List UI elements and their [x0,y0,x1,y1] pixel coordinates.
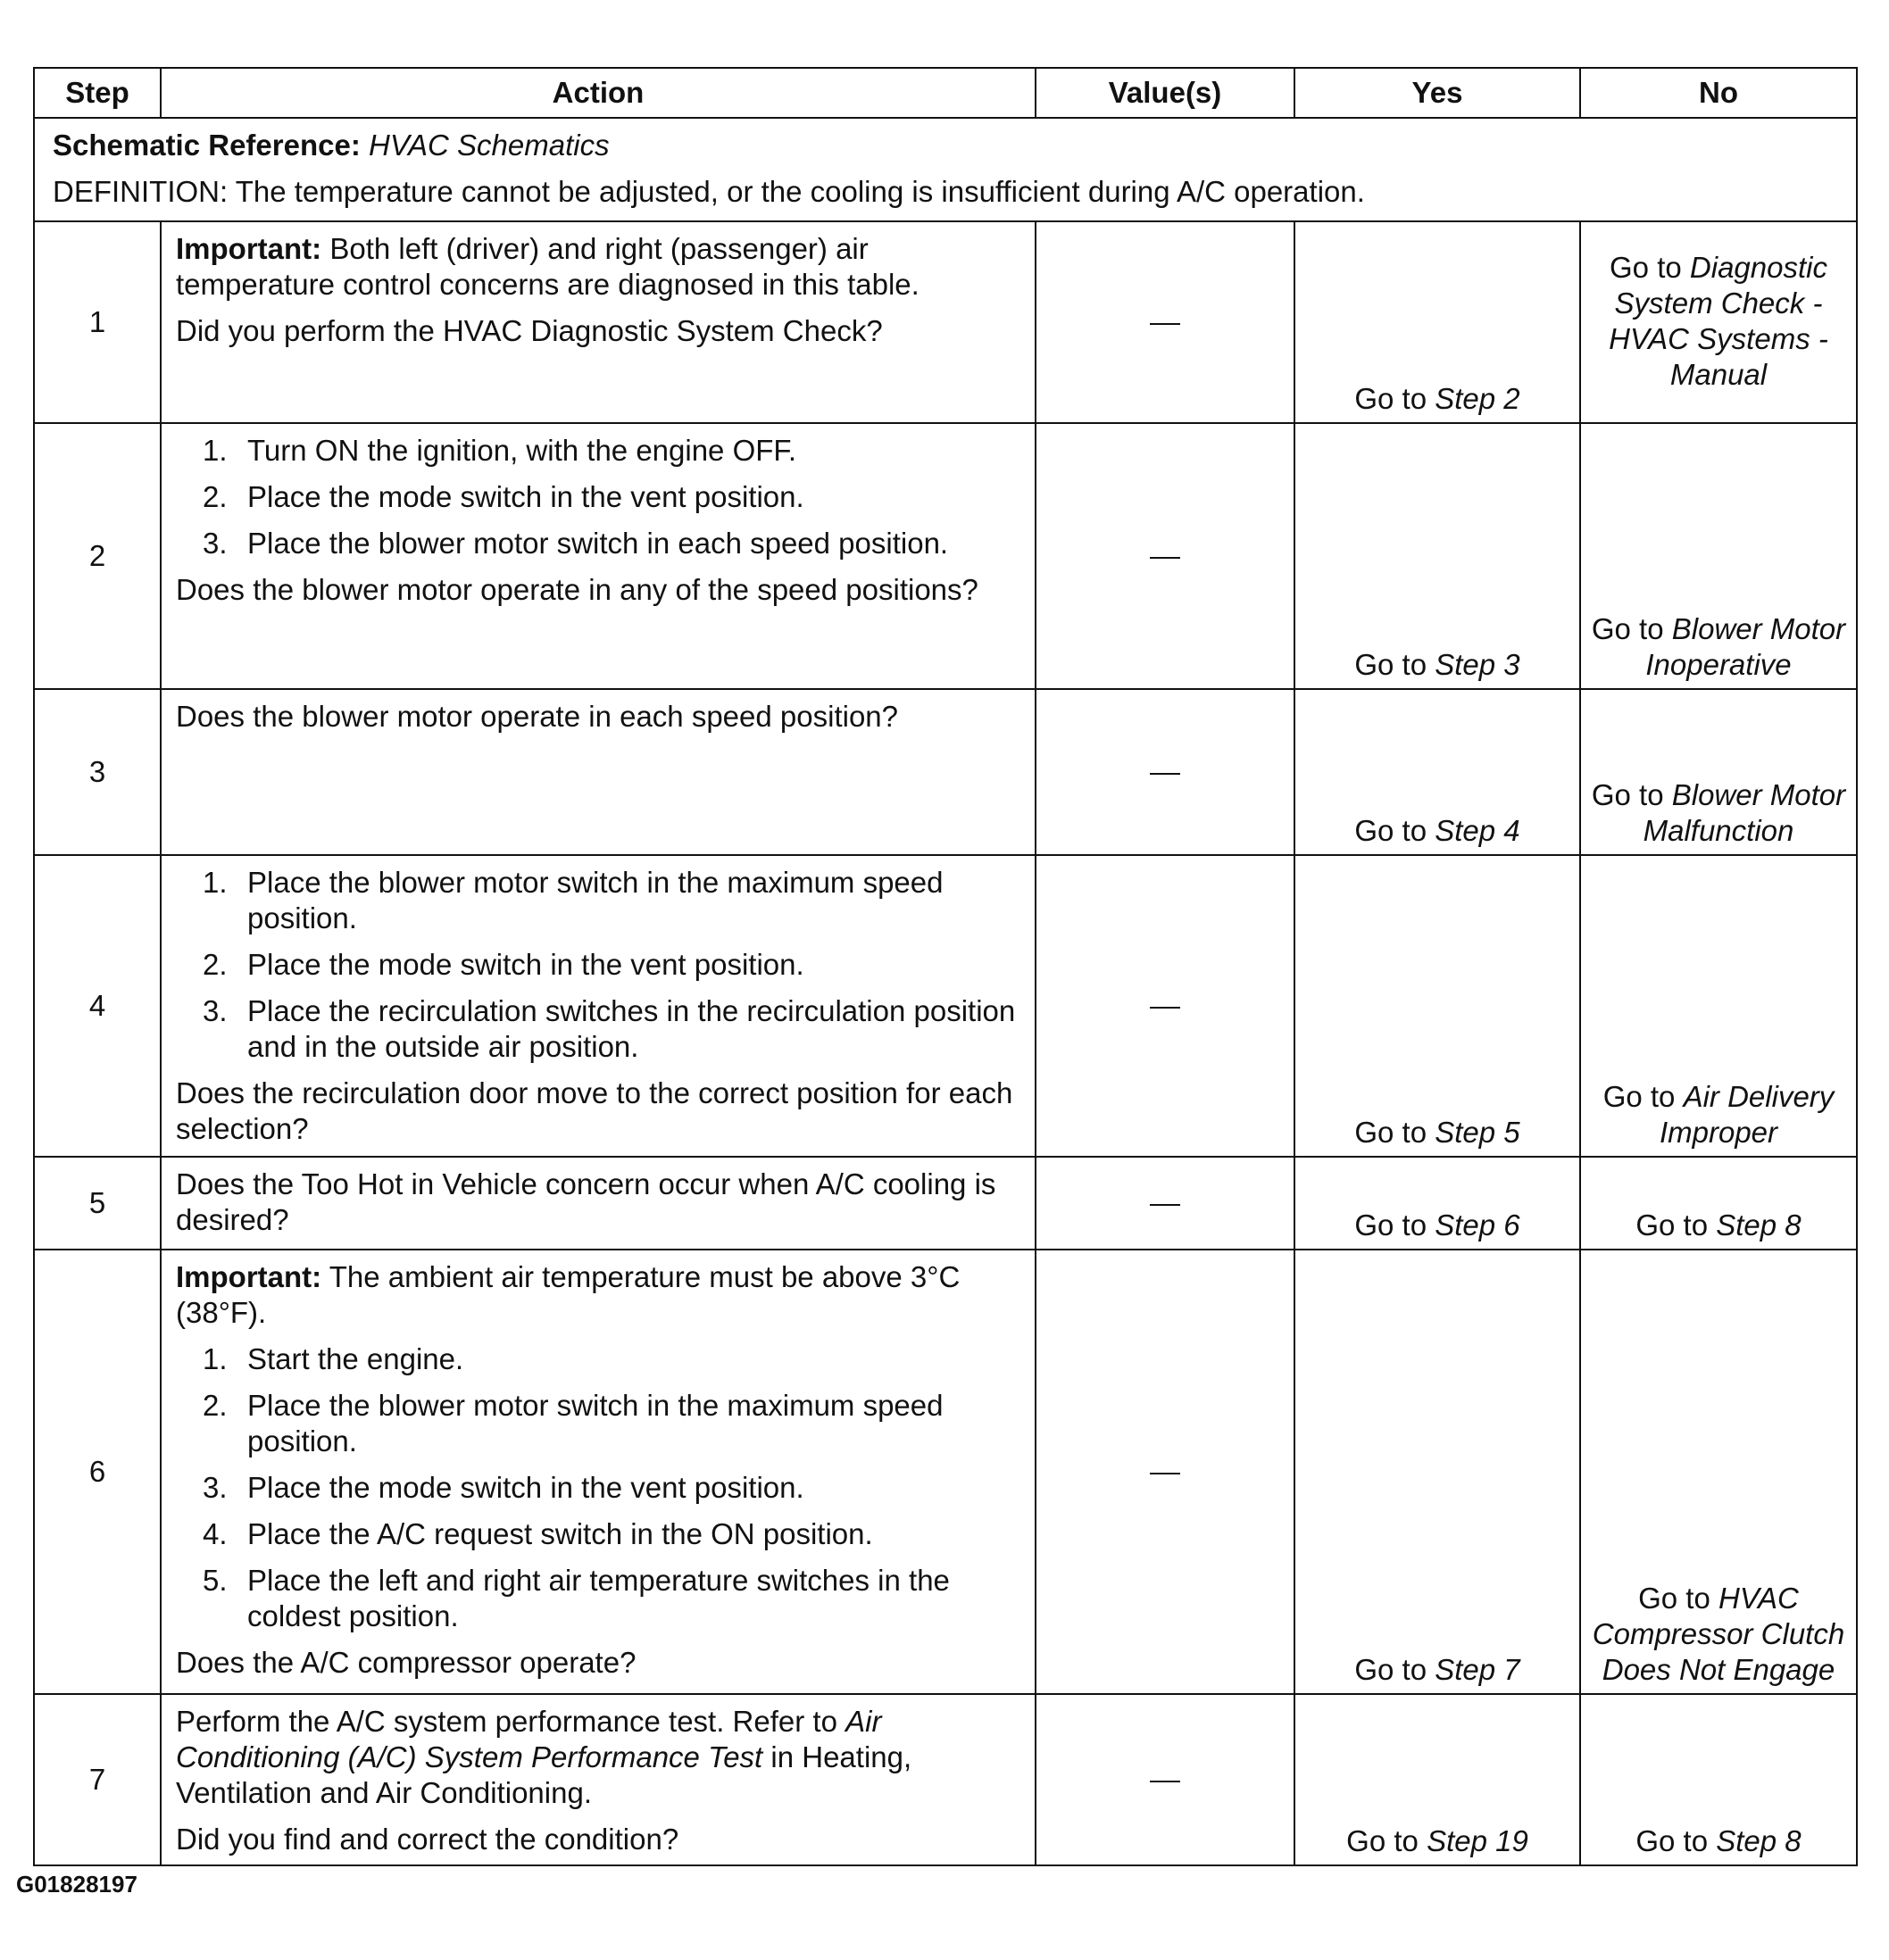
perform-text [176,1704,1020,1811]
yes-prefix: Go to [1354,814,1427,847]
list-item: 2. Place the mode switch in the vent position. [203,948,804,981]
list-item-text: Place the blower motor switch in the maximum speed position. [247,1389,944,1458]
value-cell [1036,855,1294,1157]
question-text: Does the A/C compressor operate? [176,1646,637,1679]
action-cell [161,1694,1036,1865]
yes-cell [1294,423,1580,689]
value-cell [1036,423,1294,689]
step-number: 7 [34,1694,161,1865]
step-number: 2 [34,423,161,689]
procedure-list [176,1341,1020,1634]
yes-prefix: Go to [1354,382,1427,415]
value-cell [1036,689,1294,855]
list-item: 2. Place the blower motor switch in the maximum speed position. [203,1389,944,1458]
question-text: Did you find and correct the condition? [176,1823,679,1856]
yes-cell [1294,855,1580,1157]
table-row [34,855,1857,1157]
header-values: Value(s) [1036,68,1294,118]
list-item-text: Place the mode switch in the vent position. [247,1471,804,1504]
yes-link[interactable]: Step 7 [1435,1653,1520,1686]
dash-mark [1150,773,1180,775]
list-item-text: Place the left and right air temperature switches in the coldest position. [247,1564,950,1632]
no-link[interactable]: Air Delivery Improper [1659,1080,1835,1149]
important-text: The ambient air temperature must be above 3°C (38°F). [176,1260,961,1329]
step-number: 1 [34,221,161,423]
table-row [34,1250,1857,1694]
yes-prefix: Go to [1354,1653,1427,1686]
list-item: 1. Turn ON the ignition, with the engine OFF. [203,434,797,467]
list-item-text: Place the mode switch in the vent position. [247,480,804,513]
action-cell [161,1157,1036,1250]
action-cell [161,855,1036,1157]
dash-mark [1150,323,1180,325]
procedure-list [176,433,1020,561]
no-prefix: Go to [1602,1080,1676,1113]
step-number: 4 [34,855,161,1157]
yes-link[interactable]: Step 3 [1435,648,1520,681]
dash-mark [1150,1204,1180,1206]
procedure-list [176,865,1020,1065]
important-text: Both left (driver) and right (passenger) air temperature control concerns are diagnosed in this table. [176,232,920,301]
no-prefix: Go to [1635,1208,1709,1242]
no-prefix: Go to [1638,1582,1710,1615]
diagnostic-table [33,67,1858,1866]
perform-suffix: in Heating, Ventilation and Air Conditioning. [176,1740,912,1809]
no-link[interactable]: Diagnostic System Check - HVAC Systems - Manual [1609,251,1828,391]
table-row [34,1157,1857,1250]
value-cell [1036,1157,1294,1250]
diagnostic-table-container [33,67,1856,1866]
header-no: No [1580,68,1857,118]
value-cell [1036,1250,1294,1694]
no-link[interactable]: Step 8 [1716,1208,1802,1242]
no-cell [1580,1157,1857,1250]
no-cell [1580,221,1857,423]
important-label: Important: [176,1260,322,1293]
schematic-reference [53,128,1838,163]
header-action: Action [161,68,1036,118]
dash-mark [1150,1781,1180,1782]
yes-cell [1294,689,1580,855]
important-note [176,231,1020,303]
list-item-text: Turn ON the ignition, with the engine OFF. [247,434,797,467]
list-item: 3. Place the blower motor switch in each speed position. [203,527,949,560]
list-item: 3. Place the mode switch in the vent position. [203,1471,804,1504]
no-prefix: Go to [1610,251,1682,284]
no-cell [1580,1250,1857,1694]
reference-row [34,118,1857,221]
yes-prefix: Go to [1354,648,1427,681]
action-cell [161,221,1036,423]
dash-mark [1150,557,1180,559]
yes-prefix: Go to [1354,1116,1427,1149]
no-cell [1580,1694,1857,1865]
value-cell [1036,1694,1294,1865]
table-row [34,1694,1857,1865]
action-cell [161,423,1036,689]
no-link[interactable]: Step 8 [1716,1824,1802,1857]
list-item: 1. Place the blower motor switch in the maximum speed position. [203,866,944,934]
important-label: Important: [176,232,322,265]
perform-prefix: Perform the A/C system performance test. Refer to [176,1705,837,1738]
table-row [34,221,1857,423]
action-cell [161,1250,1036,1694]
question-text: Does the blower motor operate in each speed position? [176,700,898,733]
header-step: Step [34,68,161,118]
list-item-text: Place the blower motor switch in each speed position. [247,527,949,560]
list-item-text: Place the A/C request switch in the ON position. [247,1517,873,1550]
list-item: 3. Place the recirculation switches in the recirculation position and in the outside air position. [203,994,1016,1063]
no-prefix: Go to [1591,612,1664,645]
question-text: Did you perform the HVAC Diagnostic System Check? [176,314,883,347]
question-text: Does the Too Hot in Vehicle concern occur when A/C cooling is desired? [176,1167,996,1236]
list-item: 4. Place the A/C request switch in the ON position. [203,1517,873,1550]
no-link[interactable]: Blower Motor Malfunction [1643,778,1846,847]
no-cell [1580,855,1857,1157]
yes-cell [1294,221,1580,423]
yes-prefix: Go to [1354,1208,1427,1242]
no-prefix: Go to [1591,778,1664,811]
yes-link[interactable]: Step 19 [1427,1824,1528,1857]
reference-label: Schematic Reference: [53,129,361,162]
value-cell [1036,221,1294,423]
yes-link[interactable]: Step 5 [1435,1116,1520,1149]
yes-cell [1294,1157,1580,1250]
dash-mark [1150,1007,1180,1009]
list-item: 1. Start the engine. [203,1342,464,1375]
reference-link[interactable]: HVAC Schematics [369,129,610,162]
list-item-text: Place the recirculation switches in the recirculation position and in the outside air position. [247,994,1016,1063]
question-text: Does the blower motor operate in any of the speed positions? [176,573,978,606]
yes-link[interactable]: Step 4 [1435,814,1520,847]
step-number: 3 [34,689,161,855]
reference-cell [34,118,1857,221]
yes-cell [1294,1694,1580,1865]
yes-cell [1294,1250,1580,1694]
yes-link[interactable]: Step 2 [1435,382,1520,415]
important-note [176,1259,1020,1331]
figure-id: G01828197 [16,1871,137,1898]
step-number: 6 [34,1250,161,1694]
no-link[interactable]: HVAC Compressor Clutch Does Not Engage [1592,1582,1845,1686]
table-row [34,423,1857,689]
list-item-text: Place the blower motor switch in the maximum speed position. [247,866,944,934]
list-item: 5. Place the left and right air temperature switches in the coldest position. [203,1564,950,1632]
no-cell [1580,423,1857,689]
table-header-row [34,68,1857,118]
step-number: 5 [34,1157,161,1250]
header-yes: Yes [1294,68,1580,118]
list-item: 2. Place the mode switch in the vent position. [203,480,804,513]
action-cell [161,689,1036,855]
table-row [34,689,1857,855]
list-item-text: Place the mode switch in the vent position. [247,948,804,981]
question-text: Does the recirculation door move to the correct position for each selection? [176,1076,1013,1145]
no-link[interactable]: Blower Motor Inoperative [1645,612,1846,681]
yes-link[interactable]: Step 6 [1435,1208,1520,1242]
no-prefix: Go to [1635,1824,1709,1857]
perform-link[interactable]: Air Conditioning (A/C) System Performance Test [176,1705,882,1773]
dash-mark [1150,1473,1180,1474]
no-cell [1580,689,1857,855]
list-item-text: Start the engine. [247,1342,464,1375]
yes-prefix: Go to [1346,1824,1419,1857]
definition-text: DEFINITION: The temperature cannot be adjusted, or the cooling is insufficient during A/C operation. [53,175,1365,208]
